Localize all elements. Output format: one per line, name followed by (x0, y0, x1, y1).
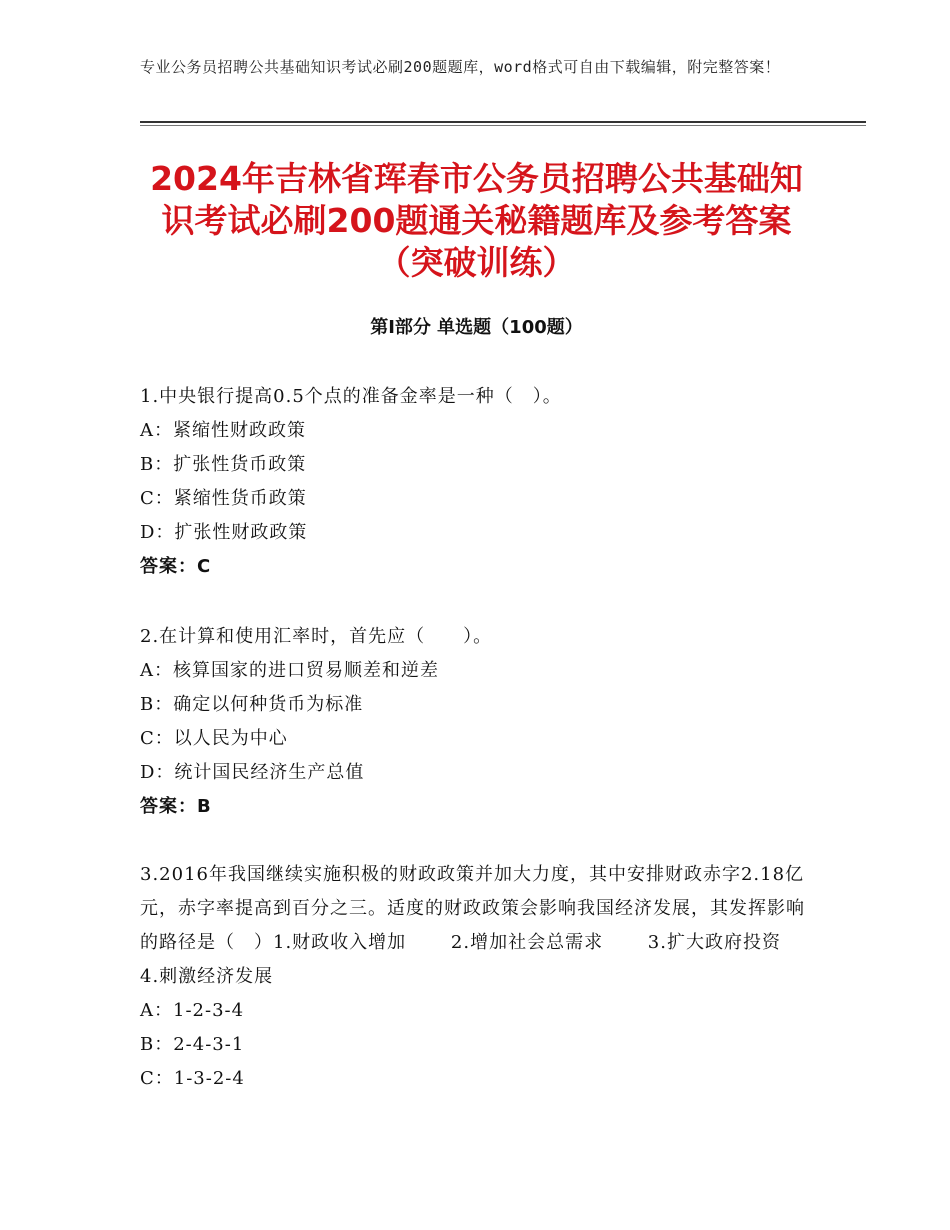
header-rule (140, 121, 866, 123)
section-heading: 第Ⅰ部分 单选题（100题） (370, 317, 583, 338)
question-stem: 2.在计算和使用汇率时，首先应（ ）。 (140, 626, 493, 647)
option-b: B：确定以何种货币为标准 (140, 694, 364, 715)
question-stem: 1.中央银行提高0.5个点的准备金率是一种（ ）。 (140, 386, 562, 407)
option-c: C：以人民为中心 (140, 728, 288, 749)
question-stem: 3.2016年我国继续实施积极的财政政策并加大力度，其中安排财政赤字2.18亿元，赤字率提高到百分之三。适度的财政政策会影响我国经济发展，其发挥影响的路径是（ ）1.财政收入增加 2.增加社会总需求 3.扩大政府投资 4.刺激经济发展 (140, 864, 826, 987)
option-d: D：扩张性财政政策 (140, 522, 308, 543)
option-c: C：1-3-2-4 (140, 1068, 245, 1089)
answer: 答案：C (140, 556, 212, 577)
header-rule-thin (140, 125, 866, 126)
option-c: C：紧缩性货币政策 (140, 488, 307, 509)
option-b: B：扩张性货币政策 (140, 454, 307, 475)
option-d: D：统计国民经济生产总值 (140, 762, 365, 783)
answer: 答案：B (140, 796, 212, 817)
question-2 (140, 620, 813, 824)
question-3 (140, 858, 826, 1096)
option-a: A：紧缩性财政政策 (140, 420, 306, 441)
document-title: 2024年吉林省珲春市公务员招聘公共基础知识考试必刷200题通关秘籍题库及参考答案（突破训练） (150, 159, 803, 282)
option-a: A：1-2-3-4 (140, 1000, 245, 1021)
option-b: B：2-4-3-1 (140, 1034, 245, 1055)
header-note: 专业公务员招聘公共基础知识考试必刷200题题库，word格式可自由下载编辑，附完整答案！ (140, 58, 781, 76)
option-a: A：核算国家的进口贸易顺差和逆差 (140, 660, 439, 681)
question-1 (140, 380, 813, 584)
